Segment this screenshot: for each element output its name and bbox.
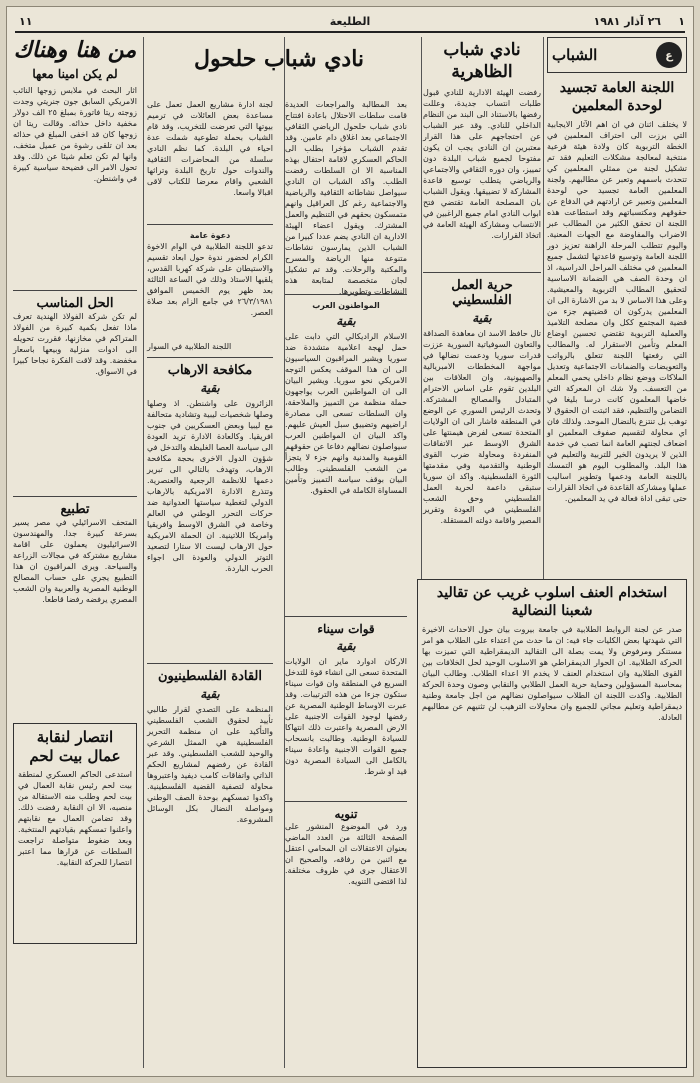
column-rule bbox=[143, 37, 144, 1068]
section-emblem-icon: ع bbox=[656, 42, 682, 68]
article-body: الاسلام الراديكالي التي دابت على حمل لهجة اعلامية متشددة ضد سوريا ويشير المراقبون السياسيون الى ان هذا الموقف يعكس التوجه الامريكي نحو سوريا. ويشير البيان الى ان المواطنين العرب يواجهون حملة منظمة من التمييز والملاحقة، وان السلطات تسعى الى مصادرة اراضيهم وتضييق سبل العيش عليهم. واكد البيان ان المواطنين العرب سيواصلون نضالهم دفاعا عن حقوقهم القومية والمدنية وانهم جزء لا يتجزأ من الشعب الفلسطيني. وطالب البيان بوقف سياسة التمييز وتأمين المساواة الكاملة في الحقوق. bbox=[284, 332, 407, 495]
article-headline: قوات سيناء bbox=[317, 622, 375, 636]
masthead: من هنا وهناك bbox=[13, 37, 137, 63]
article-violence-box bbox=[417, 579, 687, 1068]
article-headline: مكافحة الارهاب bbox=[167, 363, 253, 378]
divider bbox=[147, 663, 273, 664]
divider bbox=[147, 224, 273, 225]
section-header-box bbox=[547, 37, 687, 73]
article-box-union bbox=[13, 723, 137, 944]
column-misc bbox=[13, 37, 137, 1068]
article-subhead: بقية bbox=[200, 381, 220, 395]
article-headline: نادي شباب حلحول bbox=[193, 46, 365, 72]
article-headline: الحل المناسب bbox=[36, 296, 114, 311]
article-body: استدعى الحاكم العسكري لمنطقة بيت لحم رئيس نقابة العمال في بيت لحم وطلب منه الاستقالة من منصبه، الا ان النقابة رفضت ذلك. وقد تضامن العمال مع نقابتهم واعلنوا تمسكهم بقيادتهم المنتخبة. وبعد ضغوط متواصلة تراجعت السلطات عن قرارها مما اعتبر انتصارا للحركة النقابية. bbox=[18, 770, 132, 867]
article-body: الاركان ادوارد ماير ان الولايات المتحدة تسعى الى انشاء قوة للتدخل السريع في المنطقة وان قوات سيناء ستكون جزءا من هذه الترتيبات. وقد عبرت الاوساط الوطنية المصرية عن رفضها لوجود القوات الاجنبية على الارض المصرية واعتبرت ذلك انتهاكا للسيادة الوطنية. وطالبت بانسحاب جميع القوات الاجنبية واعادة سيناء بالكامل الى السيادة المصرية دون قيد او شرط. bbox=[285, 657, 407, 776]
article-body: المتحف الاسرائيلي في مصر يسير بسرعة كبيرة جدا. والمهندسون الاسرائيليون يعملون على اقامة مشاريع مشتركة في مجالات الزراعة والسياحة. ويرى المراقبون ان هذا التطبيع يجري على حساب المصالح الوطنية المصرية والعربية وان الشعب المصري يرفضه رفضا قاطعا. bbox=[13, 518, 137, 604]
article-body: ورد في الموضوع المنشور على الصفحة الثالثة من العدد الماضي بعنوان الاعتقالات ان المحامي اعتقل مع اثنين من رفاقه، والصحيح ان الاعتقال جرى في ظروف مختلفة. لذا اقتضى التنويه. bbox=[285, 822, 407, 886]
section-title: الشباب bbox=[552, 46, 598, 64]
issue-date: ٢٦ آذار ١٩٨١ bbox=[593, 15, 661, 28]
page-number-left: ١١ bbox=[19, 15, 33, 28]
article-subhead: المواطنون العرب bbox=[312, 301, 380, 310]
article-body: تدعو اللجنة الطلابية في الوام الاخوة الكرام لحضور ندوة حول ابعاد تقسيم والاستيطان على شركة كهربا القدس، يلقيها الاستاذ وذلك في الساعة الثالثة بعد ظهر يوم الخميس الموافق ٢٦/٣/١٩٨١ في جامع الزام بعد صلاة العصر. bbox=[147, 242, 273, 317]
article-body: بعد المطالبة والمراجعات العديدة قامت سلطات الاحتلال باعادة افتتاح نادي شباب حلحول الرياضي الثقافي الاجتماعي بعد اغلاق دام عامين. وقد تقدم الشباب مؤخرا بطلب الى الحاكم العسكري لاقامة احتفال بهذه المناسبة الا ان السلطات رفضت الطلب. واكد الشباب ان النادي سيواصل نشاطاته الثقافية والرياضية والاجتماعية رغم كل العراقيل وانهم متمسكون بحقهم في التنظيم والعمل المشترك. ويقول اعضاء الهيئة الادارية ان النادي يضم عددا كبيرا من الشباب الذين يمارسون نشاطات متنوعة منها الرياضة والمسرح والمكتبة والرحلات. وقد تم تشكيل لجان متخصصة لمتابعة هذه النشاطات وتطويرها. bbox=[285, 100, 407, 296]
column-halhul-cont bbox=[147, 99, 273, 1068]
page-header bbox=[15, 11, 685, 33]
article-subhead: بقية bbox=[336, 314, 356, 328]
column-halhul bbox=[285, 99, 407, 1068]
divider bbox=[13, 290, 137, 291]
column-zahiriya bbox=[423, 37, 541, 556]
newspaper-name: الطليعة bbox=[329, 15, 371, 28]
article-body: تال حافظ الاسد ان معاهدة الصداقة والتعاون السوفياتية السورية عززت قدرات سوريا ودعمت نضالها في مواجهة المخططات الامبريالية والصهيونية، وان العلاقات بين البلدين تقوم على اساس الاحترام المتبادل والمصالح المشتركة. وتحدث الرئيس السوري عن الوضع في المنطقة فاشار الى ان الولايات المتحدة تسعى لفرض هيمنتها على الشرق الاوسط عبر الاتفاقات المنفردة ومحاولة ضرب القوى الوطنية والتقدمية وفي مقدمتها الثورة الفلسطينية. واكد ان سوريا ستبقى داعمة لحرية العمل الفلسطيني وحق الشعب الفلسطيني في العودة وتقرير المصير واقامة دولته المستقلة. bbox=[423, 329, 541, 525]
article-body: لا يختلف اثنان في ان اهم الآثار الايجابية التي برزت الى احتراف المعلمين في الخطة التربوية كان ولادة هيئة فرعية منتخبة لمعالجة مشكلات التعليم فقد تم تشكيل لجنة من ممثلي المعلمين كي تتحدث باسمهم وتعبر عن مطالبهم. ولجنة المعلمين العامة تجسيد حي لوحدة المعلمين وتعبير عن ارادتهم في الدفاع عن حقوقهم ومكتسباتهم وقد استطاعت هذه اللجنة ان تحقق الكثير من المطالب عبر الاضراب والمفاوضة مع الجهات المعنية. واليوم تتطلب المرحلة الراهنة تعزيز دور اللجنة العامة وتوسيع قاعدتها لتشمل جميع المعلمين في مختلف المراحل الدراسية، اذ ان وحدة الصف هي الضمانة الاساسية لتحقيق المطالب التربوية والمعيشية. وعلى هذا الاساس لا بد من الاشارة الى ان المعلمين يدركون ان قضيتهم جزء من قضية المجتمع ككل وان مصلحة التلاميذ والعملية التربوية تقتضي تحسين اوضاع المعلم وتأمين الاستقرار له. والمطالب التي رفعتها اللجنة تتعلق بالرواتب والتعويضات والضمانات الاجتماعية وتعديل الملاكات ووضع نظام داخلي يحمي المعلم من التعسف. ولا شك ان المعركة التي خاضها المعلمون كانت درسا بليغا في التضامن والتنظيم، فقد اثبتت ان الحقوق لا توهب بل تنتزع بالنضال الموحد. ولذلك فان اي محاولة لتقسيم صفوف المعلمين او اضعاف لجنتهم العامة انما تصب في خدمة الذين لا يريدون الخير للتربية والتعليم في هذا البلد. والمطلوب اليوم هو التمسك باللجنة العامة ودعمها وتطوير اساليب عملها ومشاركة القاعدة في اتخاذ القرارات حتى تبقى اداة فعالة في يد المعلمين. bbox=[547, 120, 687, 503]
article-body: المنظمة على التصدي لقرار طالبي تأييد لحقوق الشعب الفلسطيني والتأكيد على ان منظمة التحرير الفلسطينية هي الممثل الشرعي والوحيد للشعب الفلسطيني. وقد عبر القادة عن رفضهم لمشاريع الحكم الذاتي واتفاقات كامب ديفيد واعتبروها محاولة لتصفية القضية الفلسطينية. واكدوا تمسكهم بوحدة الصف الوطني ومواصلة النضال بكل الوسائل المشروعة. bbox=[147, 705, 273, 824]
article-headline: حرية العمل الفلسطيني bbox=[451, 278, 513, 308]
divider bbox=[13, 496, 137, 497]
page-number-right: ١ bbox=[678, 15, 685, 28]
article-body: لجنة ادارة مشاريع العمل تعمل على مساعدة بعض العائلات في ترميم بيوتها التي تعرضت للتخريب، وقد قام الشباب بحملة تطوعية شملت عدة احياء في البلدة. كما نظم النادي سلسلة من المحاضرات الثقافية والندوات حول تاريخ البلدة وتراثها الشعبي واقام معرضا للكتاب لاقى اقبالا واسعا. bbox=[147, 100, 273, 197]
article-subhead: بقية bbox=[200, 687, 220, 701]
article-body: لم تكن شركة الفولاذ الهندية تعرف ماذا تفعل بكمية كبيرة من الفولاذ المتراكم في مخازنها، فقررت تحويله الى ادوات منزلية وبيعها باسعار مخفضة. وقد لاقت الفكرة نجاحا كبيرا في الاسواق. bbox=[13, 312, 137, 376]
divider bbox=[285, 801, 407, 802]
article-headline: القادة الفلسطينيون bbox=[158, 669, 262, 684]
newspaper-page bbox=[6, 6, 694, 1077]
article-body: اثار البحث في ملابس زوجها النائب الامريكي السابق جون جنريتي وجدت زوجته ريتا فاتورة بمبلغ ٢٥ الف دولار مخفية داخل حذائه. وقالت ريتا ان زوجها كان قد اخفى المبلغ في حذائه بعد ان تلقى رشوة من عميل متخف، وانها لم تكن تعلم شيئا عن ذلك. وقد تحول الامر الى فضيحة سياسية كبيرة في واشنطن. bbox=[13, 86, 137, 183]
article-subhead: دعوة عامة bbox=[189, 231, 231, 240]
article-headline: تنويه bbox=[334, 807, 358, 821]
article-subhead: بقية bbox=[336, 639, 356, 653]
article-body: الزائرون على واشنطن. اذ وصلها وصلها شخصيات ليبية وتشادية متحالفة مع ليبيا وبعض العسكريين في جنوب افريقيا. وكالعادة الادارة تريد العودة الى سياسة العصا الغليظة والتدخل في شؤون الدول الاخرى بحجة مكافحة الارهاب، وتهدف بالتالي الى تبرير دعمها للانظمة الرجعية والعنصرية. وتتذرع الادارة الامريكية بالارهاب الدولي لتغطية سياستها العدوانية ضد حركات التحرر الوطني في العالم وخاصة في الشرق الاوسط وافريقيا وامريكا اللاتينية. ان الحملة الامريكية حول الارهاب ليست الا ستارا لتصعيد التوتر الدولي والعودة الى اجواء الحرب الباردة. bbox=[147, 399, 273, 573]
article-headline: تطبيع bbox=[60, 502, 90, 517]
article-body: صدر عن لجنة الروابط الطلابية في جامعة بيروت بيان حول الاحداث الاخيرة التي شهدتها بعض الكليات جاء فيه: ان ما حدث من اعتداء على الطلاب هو امر مستنكر ومرفوض ولا يمت بصلة الى التقاليد الديمقراطية التي تميزت بها الحركة الطلابية. ان الحوار الديمقراطي هو الاسلوب الوحيد لحل الخلافات بين القوى الطلابية وان استخدام العنف لا يخدم الا اعداء الطلاب. وطالب البيان بمحاسبة المسؤولين وحماية حرية العمل الطلابي والنقابي وصون وحدة الحركة الطلابية. واكدت اللجنة ان الطلاب سيواصلون نضالهم من اجل جامعة وطنية ديمقراطية وتعليم مجاني للجميع وان محاولات الترهيب لن تثنيهم عن مطالبهم العادلة. bbox=[422, 625, 682, 722]
divider bbox=[147, 357, 273, 358]
article-subhead: بقية bbox=[472, 311, 492, 325]
article-headline: انتصار لنقابة عمال بيت لحم bbox=[29, 728, 121, 765]
divider bbox=[285, 616, 407, 617]
article-body: رفضت الهيئة الادارية للنادي قبول طلبات انتساب جديدة، وعللت رفضها بالاستناد الى البند من النظام الداخلي للنادي. وقد عبر الشباب عن احتجاجهم على هذا القرار معتبرين ان النادي يجب ان يكون مفتوحا لجميع شباب البلدة دون تمييز، وان دوره الثقافي والاجتماعي والرياضي يتطلب توسيع قاعدة المشاركة لا تضييقها. ويقول الشباب بان المصلحة العامة تقتضي فتح ابواب النادي امام جميع الراغبين في الانتساب ومشاركة الهيئة العامة في اتخاذ القرارات. bbox=[423, 88, 541, 240]
divider bbox=[423, 272, 541, 273]
article-headline: استخدام العنف اسلوب غريب عن تقاليد شعبنا النضالية bbox=[436, 585, 668, 619]
headline-halhul-banner bbox=[151, 37, 407, 97]
article-headline: اللجنة العامة تجسيد لوحدة المعلمين bbox=[559, 80, 675, 114]
article-headline: لم يكن امينا معها bbox=[32, 67, 118, 81]
article-headline: نادي شباب الظاهرية bbox=[443, 40, 521, 82]
article-signature: اللجنة الطلابية في السوار bbox=[147, 342, 232, 351]
